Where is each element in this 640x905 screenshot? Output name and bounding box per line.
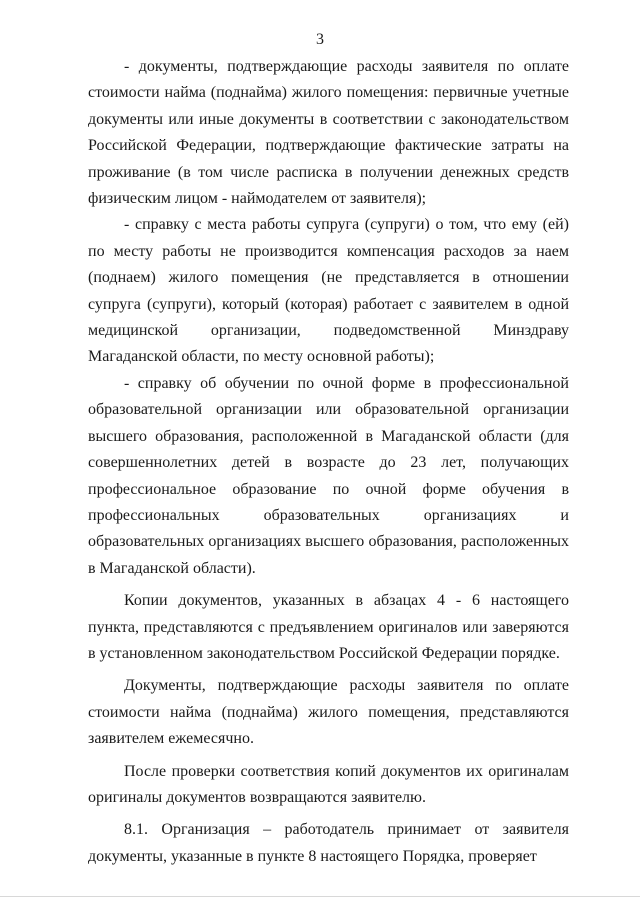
page-number: 3 xyxy=(316,31,324,48)
bottom-edge-line xyxy=(0,896,640,897)
paragraph-spouse-certificate: - справку с места работы супруга (супруги) о том, что ему (ей) по месту работы не производится компенсация расходов за наем (поднаем) жилого помещения (не представляется в отношении супруга (супруги), который (которая) работает с заявителем в одной медицинской организации, подведомственной Минздраву Магаданской области, по месту основной работы); xyxy=(88,216,569,366)
paragraph-rental-documents: - документы, подтверждающие расходы заявителя по оплате стоимости найма (поднайма) жилого помещения: первичные учетные документы или иные документы в соответствии с законодательством Российской Федерации, подтверждающие фактические затраты на проживание (в том числе расписка в получении денежных средств физическим лицом - наймодателем от заявителя); xyxy=(88,58,569,208)
paragraph-originals-returned: После проверки соответствия копий документов их оригиналам оригиналы документов возвращаются заявителю. xyxy=(88,762,569,806)
paragraph-document-copies: Копии документов, указанных в абзацах 4 - 6 настоящего пункта, представляются с предъявлением оригиналов или заверяются в установленном законодательством Российской Федерации порядке. xyxy=(88,592,569,662)
paragraph-monthly-submission: Документы, подтверждающие расходы заявителя по оплате стоимости найма (поднайма) жилого помещения, представляются заявителем ежемесячно. xyxy=(88,677,569,748)
document-body xyxy=(88,54,569,870)
paragraph-section-8-1: 8.1. Организация – работодатель принимает от заявителя документы, указанные в пункте 8 настоящего Порядка, проверяет xyxy=(88,821,569,865)
paragraph-education-certificate: - справку об обучении по очной форме в профессиональной образовательной организации или образовательной организации высшего образования, расположенной в Магаданской области (для совершеннолетних детей в возрасте до 23 лет, получающих профессиональное образование по очной форме обучения в профессиональных образовательных организациях и образовательных организациях высшего образования, расположенных в Магаданской области). xyxy=(88,374,569,577)
